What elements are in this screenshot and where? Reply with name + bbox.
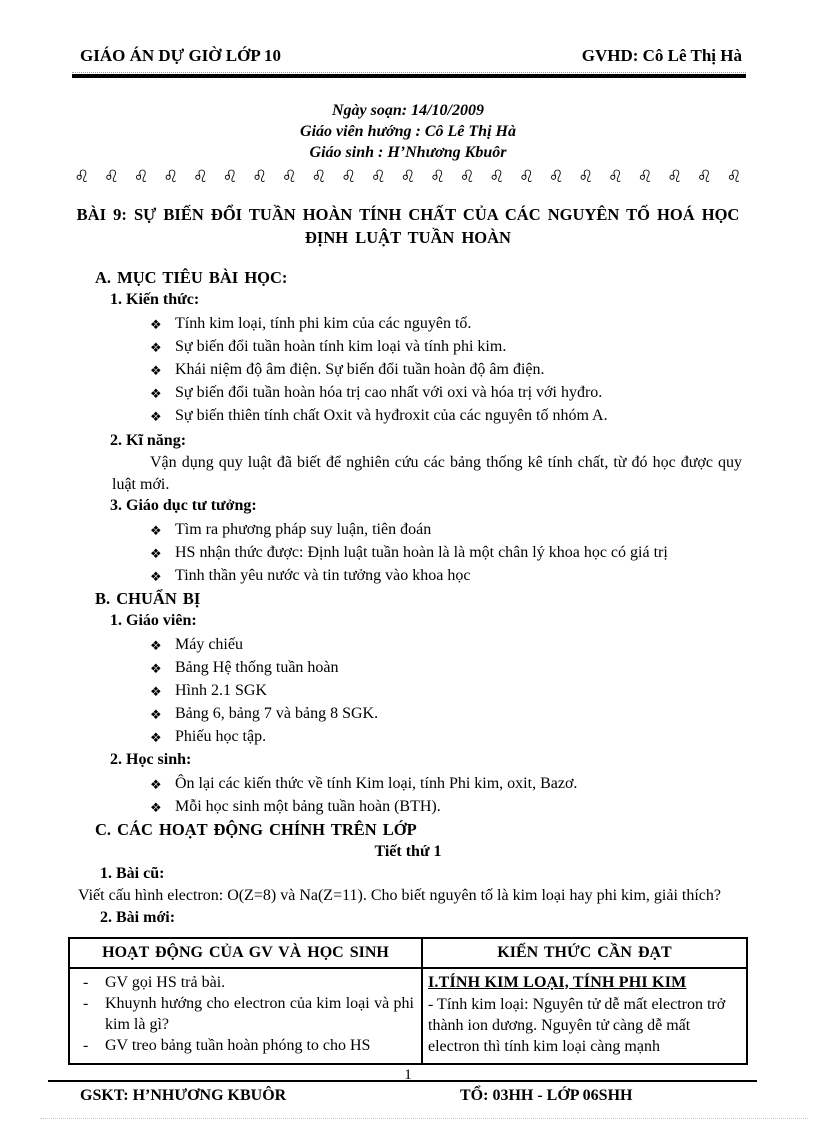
table-body-row [69, 968, 747, 1064]
table-left-cell [69, 968, 422, 1064]
table-header-left: HOẠT ĐỘNG CỦA GV VÀ HỌC SINH [69, 938, 422, 968]
gv-activity-text: GV treo bảng tuần hoàn phóng to cho HS [105, 1036, 371, 1054]
dash-marker: - [83, 1036, 89, 1054]
bullet-item [150, 773, 816, 796]
diamond-bullet-icon: ❖ [150, 410, 162, 425]
bullet-item [150, 565, 816, 588]
meta-date: Ngày soạn: 14/10/2009 [332, 102, 484, 119]
table-header-row [69, 938, 747, 968]
bullet-text: Khái niệm độ âm điện. Sự biến đổi tuần hoàn độ âm điện. [175, 361, 545, 378]
period-title: Tiết thứ 1 [374, 843, 442, 860]
diamond-bullet-icon: ❖ [150, 341, 162, 356]
bullet-item [150, 359, 816, 382]
meta-supervisor: Giáo viên hướng : Cô Lê Thị Hà [300, 123, 516, 140]
gv-activity-item [75, 993, 416, 1035]
section-b-heading: B. CHUẨN BỊ [95, 589, 201, 608]
gv-activity-item [75, 972, 416, 993]
knowledge-section-heading: I.TÍNH KIM LOẠI, TÍNH PHI KIM [428, 973, 687, 991]
table-right-cell [422, 968, 747, 1064]
table-header-right: KIẾN THỨC CẦN ĐẠT [422, 938, 747, 968]
footer-left-text: GSKT: H’NHƯƠNG KBUÔR [80, 1086, 287, 1104]
giao-duc-heading: 3. Giáo dục tư tưởng: [110, 497, 257, 514]
bai-cu-heading: 1. Bài cũ: [100, 865, 165, 882]
diamond-bullet-icon: ❖ [150, 547, 162, 562]
diamond-bullet-icon: ❖ [150, 708, 162, 723]
ornament-row: ♌ ♌ ♌ ♌ ♌ ♌ ♌ ♌ ♌ ♌ ♌ ♌ ♌ ♌ ♌ ♌ ♌ ♌ ♌ ♌ ♌ ♌ ♌ [74, 167, 742, 187]
gv-activity-text: GV gọi HS trả bài. [105, 973, 226, 991]
bullet-item [150, 726, 816, 749]
bullet-item [150, 634, 816, 657]
diamond-bullet-icon: ❖ [150, 685, 162, 700]
ki-nang-paragraph: Vận dụng quy luật đã biết để nghiên cứu các bảng thống kê tính chất, từ đó học được quy luật mới. [112, 454, 742, 493]
bullet-text: Ôn lại các kiến thức về tính Kim loại, tính Phi kim, oxit, Bazơ. [175, 775, 578, 792]
bullet-text: Bảng 6, bảng 7 và bảng 8 SGK. [175, 705, 379, 722]
bullet-text: Tinh thần yêu nước và tin tưởng vào khoa học [175, 567, 471, 584]
bullet-text: Hình 2.1 SGK [175, 682, 268, 699]
activity-table [68, 937, 748, 1065]
bullet-item [150, 405, 816, 428]
diamond-bullet-icon: ❖ [150, 318, 162, 333]
bai-moi-heading: 2. Bài mới: [100, 908, 176, 926]
bullet-item [150, 657, 816, 680]
diamond-bullet-icon: ❖ [150, 570, 162, 585]
gv-activity-text: Khuynh hướng cho electron của kim loại và phi kim là gì? [105, 994, 414, 1033]
diamond-bullet-icon: ❖ [150, 524, 162, 539]
bullet-item [150, 336, 816, 359]
diamond-bullet-icon: ❖ [150, 662, 162, 677]
header-rule [72, 72, 746, 78]
meta-student-teacher: Giáo sinh : H’Nhương Kbuôr [309, 144, 507, 161]
kien-thuc-heading: 1. Kiến thức: [110, 291, 200, 308]
bullet-text: Bảng Hệ thống tuần hoàn [175, 659, 339, 676]
bullet-text: Máy chiếu [175, 636, 243, 653]
dash-marker: - [83, 973, 89, 991]
diamond-bullet-icon: ❖ [150, 364, 162, 379]
bullet-text: Sự biến đổi tuần hoàn hóa trị cao nhất với oxi và hóa trị với hyđro. [175, 384, 603, 401]
bullet-item [150, 796, 816, 819]
bullet-text: Sự biến thiên tính chất Oxit và hyđroxit của các nguyên tố nhóm A. [175, 407, 608, 424]
bullet-item [150, 680, 816, 703]
diamond-bullet-icon: ❖ [150, 778, 162, 793]
bullet-text: Tìm ra phương pháp suy luận, tiên đoán [175, 521, 432, 538]
page-footer [0, 1087, 816, 1109]
page-header [0, 0, 816, 67]
bottom-dotted-line [40, 1118, 808, 1119]
lesson-title [0, 203, 816, 249]
footer-rule [48, 1080, 757, 1082]
bullet-item [150, 382, 816, 405]
page-number: 1 [404, 1066, 412, 1083]
bai-cu-question: Viết cấu hình electron: O(Z=8) và Na(Z=11). Cho biết nguyên tố là kim loại hay phi kim, giải thích? [78, 887, 721, 904]
footer-right-text: TỔ: 03HH - LỚP 06SHH [460, 1086, 633, 1104]
bullet-item [150, 313, 816, 336]
lesson-title-line1: BÀI 9: SỰ BIẾN ĐỔI TUẦN HOÀN TÍNH CHẤT CỦA CÁC NGUYÊN TỐ HOÁ HỌC [76, 205, 740, 224]
lesson-title-line2: ĐỊNH LUẬT TUẦN HOÀN [305, 228, 511, 247]
bullet-text: HS nhận thức được: Định luật tuần hoàn là là một chân lý khoa học có giá trị [175, 544, 668, 561]
knowledge-section-body: - Tính kim loại: Nguyên tử dễ mất electron trở thành ion dương. Nguyên tử càng dễ mất electron thì tính kim loại càng mạnh [428, 995, 726, 1055]
giao-vien-heading: 1. Giáo viên: [110, 612, 197, 629]
bullet-item [150, 703, 816, 726]
diamond-bullet-icon: ❖ [150, 639, 162, 654]
bullet-text: Sự biến đổi tuần hoàn tính kim loại và tính phi kim. [175, 338, 507, 355]
bullet-item [150, 542, 816, 565]
bullet-text: Phiếu học tập. [175, 728, 267, 745]
gv-activity-item [75, 1035, 416, 1056]
meta-block [0, 100, 816, 163]
ki-nang-heading: 2. Kĩ năng: [110, 432, 187, 449]
section-c-heading: C. CÁC HOẠT ĐỘNG CHÍNH TRÊN LỚP [95, 820, 417, 839]
diamond-bullet-icon: ❖ [150, 387, 162, 402]
diamond-bullet-icon: ❖ [150, 731, 162, 746]
bullet-item [150, 519, 816, 542]
bullet-text: Mỗi học sinh một bảng tuần hoàn (BTH). [175, 798, 441, 815]
dash-marker: - [83, 994, 89, 1012]
header-right-title: GVHD: Cô Lê Thị Hà [581, 46, 742, 65]
hoc-sinh-heading: 2. Học sinh: [110, 751, 192, 768]
diamond-bullet-icon: ❖ [150, 801, 162, 816]
bullet-text: Tính kim loại, tính phi kim của các nguyên tố. [175, 315, 472, 332]
section-a-heading: A. MỤC TIÊU BÀI HỌC: [95, 268, 288, 287]
header-left-title: GIÁO ÁN DỰ GIỜ LỚP 10 [80, 46, 282, 65]
